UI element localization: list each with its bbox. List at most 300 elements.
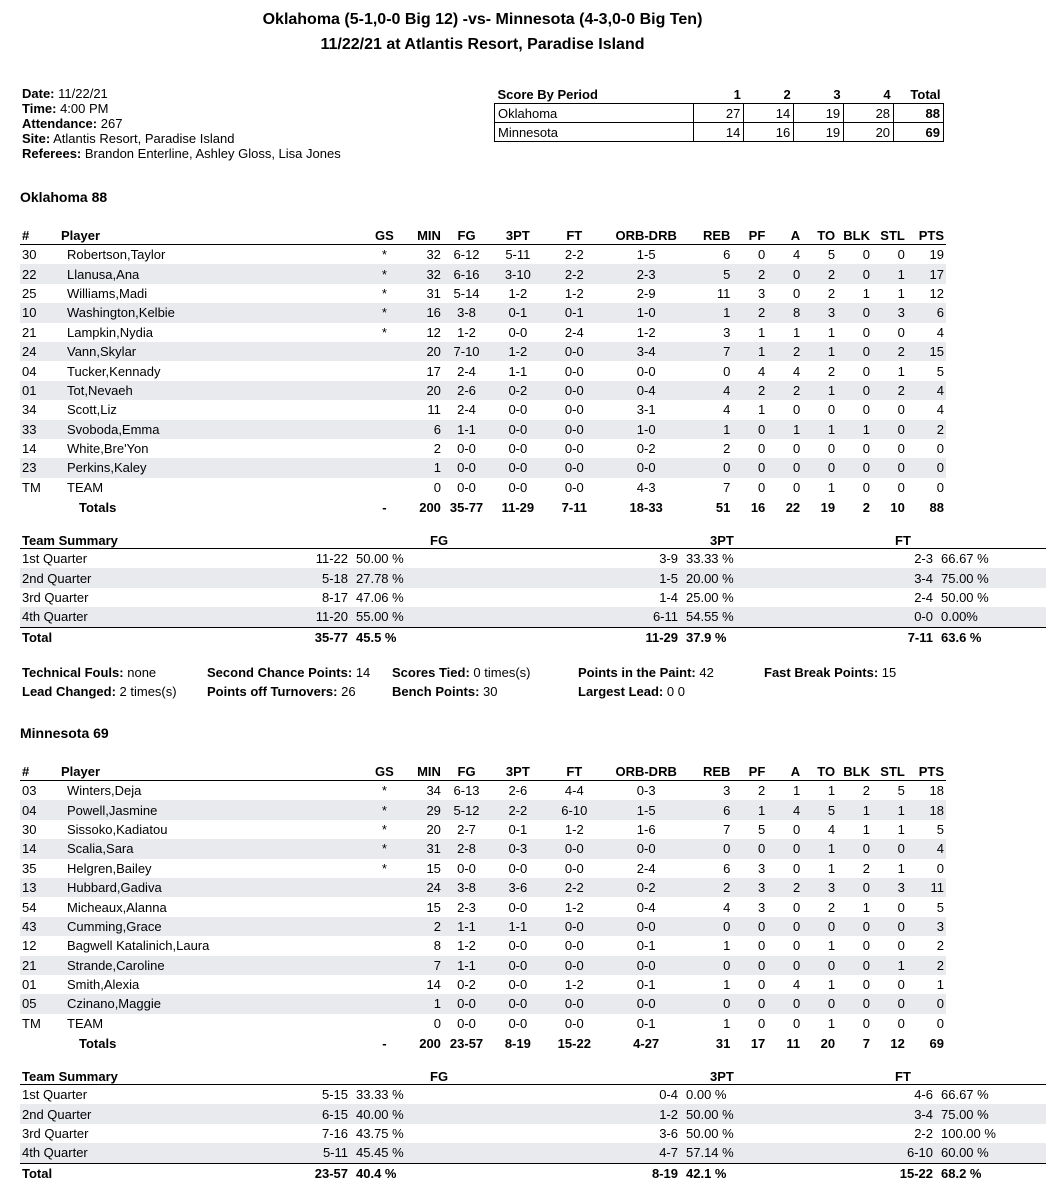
cell-jersey: TM [22, 479, 41, 495]
cell-a: 0 [792, 479, 801, 495]
cell-blk: 0 [837, 839, 872, 858]
player-row [20, 994, 946, 1013]
cell-min: 12 [426, 324, 441, 340]
cell-orb-drb: 1-5 [603, 800, 689, 819]
col-header-to: TO [802, 763, 837, 781]
cell-orb-drb: 0-2 [603, 878, 689, 897]
col-header-a: A [767, 763, 802, 781]
cell-pts: 0 [936, 479, 944, 495]
cell-blk: 0 [862, 1015, 870, 1031]
col-header-ft: FT [546, 763, 603, 781]
player-row [20, 284, 946, 303]
player-row [20, 878, 946, 897]
cell-player: Powell,Jasmine [59, 800, 367, 819]
cell-player: Tucker,Kennady [67, 363, 161, 379]
cell-jersey: 21 [22, 324, 37, 340]
summary-ft-pct: 75.00 % [935, 1104, 1046, 1123]
player-row [20, 381, 946, 400]
cell-stl: 0 [897, 441, 905, 457]
summary-3pt-pct: 33.33 % [686, 551, 734, 567]
cell-ft: 0-0 [564, 938, 584, 954]
cell-pf: 0 [732, 917, 767, 936]
cell-pf: 0 [758, 1015, 766, 1031]
col-header-orb-drb: ORB-DRB [603, 763, 689, 781]
cell-pf: 0 [758, 977, 766, 993]
cell-jersey: 54 [22, 899, 37, 915]
points-off-turnovers: Points off Turnovers: 26 [207, 684, 356, 699]
total-3pt: 11-29 [501, 500, 535, 516]
cell-to: 1 [802, 342, 837, 361]
cell-stl: 0 [872, 420, 907, 439]
cell-gs [367, 342, 402, 361]
cell-jersey: 05 [20, 994, 59, 1013]
cell-a: 4 [792, 363, 801, 379]
summary-fg: 23-57 [220, 1163, 350, 1183]
cell-to: 1 [827, 324, 836, 340]
cell-3pt: 0-0 [490, 458, 545, 477]
cell-ft: 0-0 [546, 342, 603, 361]
col-header-stl: STL [872, 763, 907, 781]
cell-min: 32 [426, 247, 441, 263]
cell-a: 0 [767, 917, 802, 936]
cell-a: 0 [792, 402, 801, 418]
cell-stl: 1 [872, 800, 907, 819]
cell-pts: 6 [907, 303, 946, 322]
cell-a: 0 [792, 821, 801, 837]
cell-orb-drb: 0-4 [636, 899, 656, 915]
largest-lead: Largest Lead: 0 0 [578, 684, 685, 699]
score-by-period-header: Score By Period 1 2 3 4 Total [495, 86, 944, 104]
cell-orb-drb: 0-0 [603, 994, 689, 1013]
cell-reb: 0 [689, 458, 732, 477]
cell-orb-drb: 0-1 [636, 977, 656, 993]
player-row [20, 917, 946, 936]
cell-gs [367, 994, 402, 1013]
cell-to: 1 [827, 479, 836, 495]
player-row [20, 859, 946, 878]
cell-player: Svoboda,Emma [59, 420, 367, 439]
cell-ft: 0-0 [546, 839, 603, 858]
cell-ft: 0-0 [546, 994, 603, 1013]
summary-fg-pct: 55.00 % [350, 607, 540, 627]
summary-row [20, 1143, 1046, 1163]
cell-gs: * [367, 800, 402, 819]
cell-jersey: 04 [20, 800, 59, 819]
cell-jersey: 25 [22, 285, 37, 301]
cell-ft: 4-4 [564, 783, 584, 799]
cell-3pt: 0-3 [490, 839, 545, 858]
game-referees: Referees: Brandon Enterline, Ashley Gloss, Lisa Jones [22, 146, 341, 161]
cell-to: 4 [827, 821, 836, 837]
cell-stl: 1 [897, 860, 905, 876]
total-blk: 2 [862, 500, 870, 516]
cell-blk: 0 [837, 264, 872, 283]
cell-pf: 4 [758, 363, 766, 379]
summary-3pt: 11-29 [540, 627, 680, 647]
cell-gs [367, 917, 402, 936]
cell-blk: 0 [837, 878, 872, 897]
cell-stl: 0 [897, 324, 905, 340]
summary-ft-pct: 50.00 % [941, 589, 989, 605]
cell-gs [367, 361, 402, 380]
cell-gs [367, 956, 402, 975]
total-pts: 88 [929, 500, 944, 516]
cell-gs [367, 439, 402, 458]
cell-fg: 1-1 [443, 956, 490, 975]
cell-stl: 0 [897, 938, 905, 954]
cell-min: 20 [402, 381, 443, 400]
player-row [20, 458, 946, 477]
summary-fg-pct: 45.45 % [350, 1143, 540, 1163]
cell-3pt: 1-1 [490, 917, 545, 936]
cell-orb-drb: 1-0 [603, 303, 689, 322]
cell-jersey: 22 [20, 264, 59, 283]
cell-pf: 3 [758, 285, 766, 301]
cell-jersey: 01 [22, 977, 37, 993]
player-row [20, 956, 946, 975]
cell-fg: 1-1 [443, 420, 490, 439]
col-header-fg: FG [443, 227, 490, 245]
cell-3pt: 3-6 [490, 878, 545, 897]
summary-3pt-pct: 20.00 % [680, 568, 835, 587]
summary-3pt-pct: 57.14 % [680, 1143, 835, 1163]
cell-3pt: 0-0 [508, 1015, 528, 1031]
player-row [20, 975, 946, 994]
cell-jersey: 10 [20, 303, 59, 322]
col-header-a: A [767, 227, 802, 245]
summary-row [20, 1085, 1046, 1105]
total-blk: 7 [862, 1036, 870, 1052]
cell-to: 0 [802, 994, 837, 1013]
col-header-orb-drb: ORB-DRB [603, 227, 689, 245]
total-jersey [20, 1033, 59, 1054]
cell-a: 0 [767, 839, 802, 858]
cell-ft: 0-0 [546, 917, 603, 936]
cell-3pt: 0-0 [508, 479, 528, 495]
cell-min: 6 [402, 420, 443, 439]
cell-stl: 0 [897, 1015, 905, 1031]
oklahoma-box-score [20, 227, 946, 518]
cell-fg: 0-0 [457, 1015, 476, 1031]
report-subtitle: 11/22/21 at Atlantis Resort, Paradise Island [320, 36, 645, 53]
summary-3pt: 3-9 [659, 551, 678, 567]
cell-stl: 3 [872, 303, 907, 322]
points-in-paint: Points in the Paint: 42 [578, 665, 714, 680]
summary-fg: 6-15 [220, 1104, 350, 1123]
player-row [20, 264, 946, 283]
cell-jersey: 34 [22, 402, 37, 418]
cell-min: 32 [402, 264, 443, 283]
summary-fg: 11-20 [220, 607, 350, 627]
summary-period: 2nd Quarter [20, 568, 220, 587]
bench-points: Bench Points: 30 [392, 684, 498, 699]
cell-a: 2 [767, 381, 802, 400]
cell-reb: 2 [723, 441, 731, 457]
summary-ft: 3-4 [835, 1104, 935, 1123]
summary-period: Total [20, 627, 220, 647]
summary-period: Total [20, 1163, 220, 1183]
cell-pts: 4 [936, 324, 944, 340]
summary-3pt: 3-6 [659, 1125, 678, 1141]
summary-fg: 35-77 [220, 627, 350, 647]
col-header-3pt: 3PT [490, 763, 545, 781]
cell-reb: 0 [689, 994, 732, 1013]
player-row [20, 1014, 946, 1033]
col-header-blk: BLK [837, 227, 872, 245]
cell-blk: 1 [837, 420, 872, 439]
summary-total-row [20, 1163, 1046, 1183]
cell-blk: 1 [862, 285, 870, 301]
total-orb-drb: 18-33 [629, 500, 663, 516]
cell-pf: 2 [732, 303, 767, 322]
box-header-row [20, 763, 946, 781]
cell-3pt: 0-1 [490, 303, 545, 322]
cell-blk: 0 [837, 917, 872, 936]
cell-fg: 0-0 [443, 994, 490, 1013]
cell-reb: 11 [716, 285, 731, 301]
total-jersey [20, 497, 59, 518]
summary-fg: 5-18 [220, 568, 350, 587]
cell-pf: 3 [732, 878, 767, 897]
lead-changed: Lead Changed: 2 times(s) [22, 684, 177, 699]
col-header-to: TO [802, 227, 837, 245]
cell-stl: 0 [897, 402, 905, 418]
cell-gs [367, 478, 402, 497]
cell-jersey: 24 [20, 342, 59, 361]
cell-min: 31 [426, 285, 441, 301]
summary-period: 2nd Quarter [20, 1104, 220, 1123]
cell-jersey: 13 [20, 878, 59, 897]
cell-to: 1 [827, 938, 836, 954]
cell-fg: 6-12 [453, 247, 480, 263]
cell-3pt: 1-2 [508, 285, 528, 301]
summary-3pt-pct: 37.9 % [680, 627, 835, 647]
summary-col-3pt: 3PT [540, 533, 835, 549]
summary-row [20, 588, 1046, 607]
summary-3pt: 0-4 [659, 1087, 678, 1103]
score-by-period-table [494, 86, 944, 142]
cell-gs [367, 458, 402, 477]
cell-player: Robertson,Taylor [67, 247, 166, 263]
col-header-pts: PTS [907, 227, 946, 245]
cell-pts: 17 [907, 264, 946, 283]
cell-to: 2 [827, 363, 836, 379]
cell-pf: 2 [758, 783, 766, 799]
cell-stl: 0 [897, 977, 905, 993]
cell-stl: 5 [897, 783, 905, 799]
cell-gs: * [381, 247, 387, 263]
total-ft: 15-22 [557, 1036, 591, 1052]
col-header-jersey: # [20, 763, 59, 781]
minnesota-heading: Minnesota 69 [20, 725, 109, 741]
summary-total-row [20, 627, 1046, 647]
col-header-gs: GS [367, 227, 402, 245]
fast-break-points: Fast Break Points: 15 [764, 665, 897, 680]
cell-3pt: 0-0 [508, 938, 528, 954]
cell-stl: 1 [872, 264, 907, 283]
cell-fg: 2-6 [443, 381, 490, 400]
cell-ft: 0-0 [546, 956, 603, 975]
cell-min: 11 [427, 402, 441, 418]
cell-blk: 1 [862, 899, 870, 915]
cell-a: 0 [792, 899, 801, 915]
total-orb-drb: 4-27 [633, 1036, 660, 1052]
cell-gs [367, 936, 402, 955]
cell-player: Washington,Kelbie [59, 303, 367, 322]
cell-stl: 0 [872, 994, 907, 1013]
cell-fg: 1-2 [457, 938, 476, 954]
cell-orb-drb: 0-2 [636, 441, 656, 457]
cell-gs: * [381, 324, 387, 340]
cell-to: 2 [802, 264, 837, 283]
cell-stl: 0 [872, 917, 907, 936]
cell-gs [367, 1014, 402, 1033]
summary-fg-pct: 50.00 % [356, 551, 404, 567]
cell-a: 0 [767, 264, 802, 283]
cell-jersey: 30 [22, 247, 37, 263]
cell-player: Perkins,Kaley [59, 458, 367, 477]
cell-a: 0 [792, 441, 801, 457]
cell-gs: * [381, 821, 387, 837]
cell-a: 8 [767, 303, 802, 322]
cell-ft: 0-0 [564, 363, 584, 379]
cell-pts: 2 [907, 956, 946, 975]
player-row [20, 439, 946, 458]
cell-ft: 0-0 [546, 420, 603, 439]
cell-player: Winters,Deja [67, 783, 142, 799]
cell-blk: 0 [837, 303, 872, 322]
cell-blk: 0 [837, 994, 872, 1013]
cell-a: 0 [767, 994, 802, 1013]
cell-to: 0 [802, 956, 837, 975]
cell-orb-drb: 1-5 [636, 247, 656, 263]
cell-player: Czinano,Maggie [59, 994, 367, 1013]
summary-3pt: 8-19 [540, 1163, 680, 1183]
cell-min: 8 [433, 938, 441, 954]
cell-pf: 0 [732, 839, 767, 858]
total-gs: - [382, 1036, 387, 1052]
cell-reb: 6 [723, 247, 731, 263]
cell-blk: 0 [862, 363, 870, 379]
cell-orb-drb: 0-1 [636, 1015, 656, 1031]
cell-stl: 1 [872, 956, 907, 975]
cell-min: 34 [426, 783, 441, 799]
cell-fg: 1-2 [457, 324, 476, 340]
summary-3pt: 1-2 [540, 1104, 680, 1123]
cell-jersey: 35 [22, 860, 37, 876]
summary-row [20, 1124, 1046, 1143]
cell-player: Cumming,Grace [59, 917, 367, 936]
cell-blk: 0 [862, 938, 870, 954]
total-fg: 23-57 [449, 1036, 484, 1052]
cell-3pt: 0-0 [508, 402, 528, 418]
cell-a: 4 [767, 800, 802, 819]
cell-blk: 0 [837, 342, 872, 361]
cell-fg: 3-8 [443, 878, 490, 897]
total-min: 200 [419, 1036, 441, 1052]
cell-reb: 0 [689, 956, 732, 975]
cell-orb-drb: 3-4 [603, 342, 689, 361]
cell-reb: 0 [689, 917, 732, 936]
summary-3pt-pct: 54.55 % [680, 607, 835, 627]
cell-pts: 15 [907, 342, 946, 361]
cell-pts: 19 [929, 247, 944, 263]
cell-to: 2 [827, 899, 836, 915]
cell-player: White,Bre'Yon [67, 441, 149, 457]
cell-ft: 2-2 [564, 247, 584, 263]
cell-3pt: 0-0 [508, 324, 528, 340]
cell-min: 20 [402, 342, 443, 361]
cell-3pt: 1-1 [508, 363, 528, 379]
player-row [20, 839, 946, 858]
summary-col-label: Team Summary [20, 533, 220, 549]
cell-orb-drb: 3-1 [636, 402, 656, 418]
summary-period: 1st Quarter [22, 1087, 88, 1103]
cell-a: 0 [792, 285, 801, 301]
summary-ft: 4-6 [914, 1087, 933, 1103]
score-row-minnesota: Minnesota 14 16 19 20 69 [495, 123, 944, 142]
summary-fg: 8-17 [321, 589, 348, 605]
cell-ft: 0-0 [564, 860, 584, 876]
cell-player: Micheaux,Alanna [67, 899, 167, 915]
cell-pf: 3 [758, 899, 766, 915]
summary-3pt-pct: 25.00 % [686, 589, 734, 605]
cell-pts: 0 [936, 441, 944, 457]
cell-stl: 2 [872, 381, 907, 400]
cell-pts: 4 [907, 381, 946, 400]
cell-to: 1 [827, 860, 836, 876]
cell-ft: 0-0 [546, 381, 603, 400]
cell-orb-drb: 2-3 [603, 264, 689, 283]
cell-ft: 1-2 [564, 899, 584, 915]
summary-ft: 2-2 [914, 1125, 933, 1141]
total-stl: 12 [890, 1036, 905, 1052]
cell-ft: 0-0 [564, 441, 584, 457]
cell-pts: 12 [929, 285, 944, 301]
cell-stl: 0 [872, 458, 907, 477]
cell-pts: 4 [936, 402, 944, 418]
cell-orb-drb: 0-4 [603, 381, 689, 400]
cell-to: 0 [802, 458, 837, 477]
cell-player: Llanusa,Ana [59, 264, 367, 283]
cell-pf: 0 [732, 458, 767, 477]
cell-player: Bagwell Katalinich,Laura [67, 938, 210, 954]
cell-pts: 2 [907, 420, 946, 439]
cell-gs [367, 897, 402, 916]
cell-pts: 0 [936, 1015, 944, 1031]
cell-player: TEAM [67, 479, 104, 495]
player-row [20, 936, 946, 955]
cell-min: 0 [433, 1015, 441, 1031]
col-header-blk: BLK [837, 763, 872, 781]
player-row [20, 781, 946, 801]
cell-ft: 1-2 [564, 821, 584, 837]
cell-fg: 6-16 [443, 264, 490, 283]
summary-3pt-pct: 50.00 % [680, 1104, 835, 1123]
summary-fg: 7-16 [321, 1125, 348, 1141]
col-header-jersey: # [20, 227, 59, 245]
cell-orb-drb: 0-3 [636, 783, 656, 799]
col-header-pf: PF [732, 227, 767, 245]
cell-fg: 1-1 [443, 917, 490, 936]
cell-blk: 1 [862, 821, 870, 837]
summary-ft: 2-3 [914, 551, 933, 567]
cell-fg: 0-0 [457, 860, 476, 876]
cell-pf: 0 [732, 956, 767, 975]
cell-reb: 7 [689, 342, 732, 361]
cell-to: 3 [802, 303, 837, 322]
cell-jersey: 33 [20, 420, 59, 439]
